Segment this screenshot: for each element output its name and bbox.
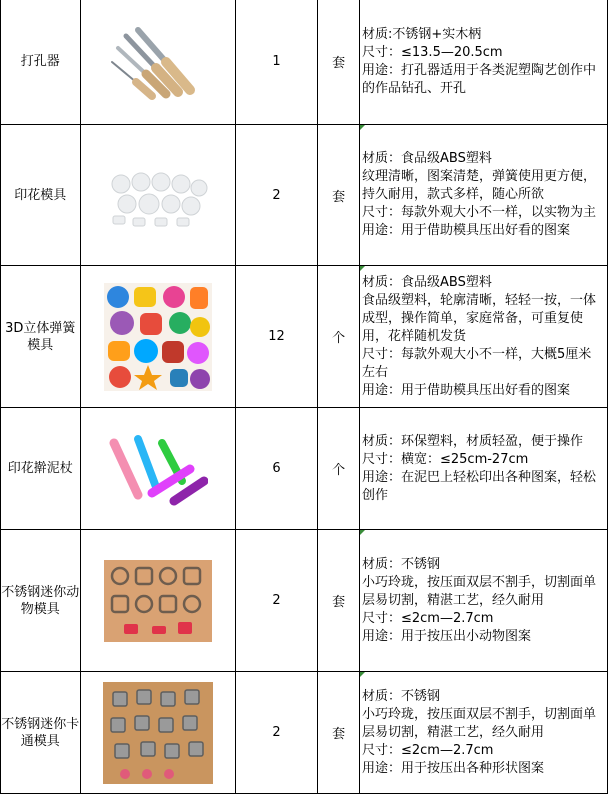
hole-punch-tools-image [108, 22, 208, 102]
product-unit: 个 [318, 408, 360, 530]
comment-marker-icon [360, 266, 365, 271]
desc-line: 材质：环保塑料，材质轻盈，便于操作 [362, 433, 584, 449]
product-name: 打孔器 [1, 0, 81, 125]
table-row [1, 530, 608, 672]
texture-rolling-pins-image [108, 429, 208, 509]
product-desc [360, 0, 608, 125]
product-name: 印花擀泥杖 [1, 408, 81, 530]
product-qty: 2 [235, 672, 318, 794]
product-qty: 1 [235, 0, 318, 125]
desc-line: 层易切割，精湛工艺，经久耐用 [362, 724, 545, 740]
desc-line: 材质：不锈钢 [362, 688, 441, 704]
desc-line: 的作品钻孔、开孔 [362, 80, 467, 96]
desc-line: 尺寸：≤13.5—20.5cm [362, 44, 503, 60]
product-image-cell [80, 266, 235, 408]
product-unit: 套 [318, 0, 360, 125]
product-desc [360, 408, 608, 530]
desc-line: 层易切割，精湛工艺，经久耐用 [362, 592, 545, 608]
product-name: 3D立体弹簧模具 [1, 266, 81, 408]
desc-line: 材质:不锈钢+实木柄 [362, 26, 482, 42]
desc-line: 左右 [362, 364, 389, 380]
desc-line: 用途：打孔器适用于各类泥塑陶艺创作中 [362, 62, 597, 78]
product-unit: 套 [318, 530, 360, 672]
desc-line: 用，花样随机发货 [362, 328, 467, 344]
steel-cartoon-cutters-image [103, 682, 213, 784]
product-image-cell [80, 408, 235, 530]
desc-line: 材质：食品级ABS塑料 [362, 151, 492, 166]
product-qty: 12 [235, 266, 318, 408]
product-desc [360, 672, 608, 794]
desc-line: 纹理清晰，图案清楚，弹簧使用更方便， [362, 169, 597, 184]
product-unit: 套 [318, 125, 360, 266]
desc-line: 小巧玲珑，按压面双层不割手，切割面单 [362, 706, 597, 722]
desc-line: 尺寸：横宽：≤25cm-27cm [362, 451, 529, 467]
desc-line: 尺寸：每款外观大小不一样，以实物为主 [362, 205, 597, 220]
colorful-3d-spring-molds-image [104, 283, 212, 391]
comment-marker-icon [360, 530, 365, 535]
desc-line: 持久耐用，款式多样，随心所欲 [362, 187, 545, 202]
product-unit: 套 [318, 672, 360, 794]
desc-line: 用途：用于按压出小动物图案 [362, 628, 532, 644]
product-image-cell [80, 125, 235, 266]
white-plunger-molds-image [103, 160, 213, 230]
desc-line: 创作 [362, 487, 389, 503]
desc-line: 小巧玲珑，按压面双层不割手，切割面单 [362, 574, 597, 590]
desc-line: 食品级塑料，轮廓清晰，轻轻一按，一体 [362, 292, 597, 308]
steel-animal-cutters-image [104, 560, 212, 642]
comment-marker-icon [360, 672, 365, 677]
desc-line: 用途：用于借助模具压出好看的图案 [362, 382, 571, 398]
product-image-cell [80, 530, 235, 672]
desc-line: 尺寸：≤2cm—2.7cm [362, 742, 494, 758]
product-qty: 2 [235, 530, 318, 672]
desc-line: 材质：不锈钢 [362, 556, 441, 572]
product-image-cell [80, 672, 235, 794]
comment-marker-icon [360, 125, 365, 130]
desc-line: 成型，操作简单，家庭常备，可重复使 [362, 310, 584, 326]
table-row [1, 0, 608, 125]
desc-line: 用途：在泥巴上轻松印出各种图案，轻松 [362, 469, 597, 485]
desc-line: 尺寸：≤2cm—2.7cm [362, 610, 494, 626]
table-row [1, 125, 608, 266]
product-name: 印花模具 [1, 125, 81, 266]
desc-line: 用途：用于借助模具压出好看的图案 [362, 223, 571, 238]
product-unit: 个 [318, 266, 360, 408]
product-name: 不锈钢迷你卡通模具 [1, 672, 81, 794]
desc-line: 尺寸：每款外观大小不一样，大概5厘米 [362, 346, 592, 362]
table-row [1, 408, 608, 530]
table-row [1, 266, 608, 408]
product-name: 不锈钢迷你动物模具 [1, 530, 81, 672]
table-row [1, 672, 608, 794]
desc-line: 材质：食品级ABS塑料 [362, 274, 492, 290]
product-desc [360, 125, 608, 266]
product-desc [360, 266, 608, 408]
product-qty: 6 [235, 408, 318, 530]
product-image-cell [80, 0, 235, 125]
product-qty: 2 [235, 125, 318, 266]
product-desc [360, 530, 608, 672]
desc-line: 用途：用于按压出各种形状图案 [362, 760, 545, 776]
